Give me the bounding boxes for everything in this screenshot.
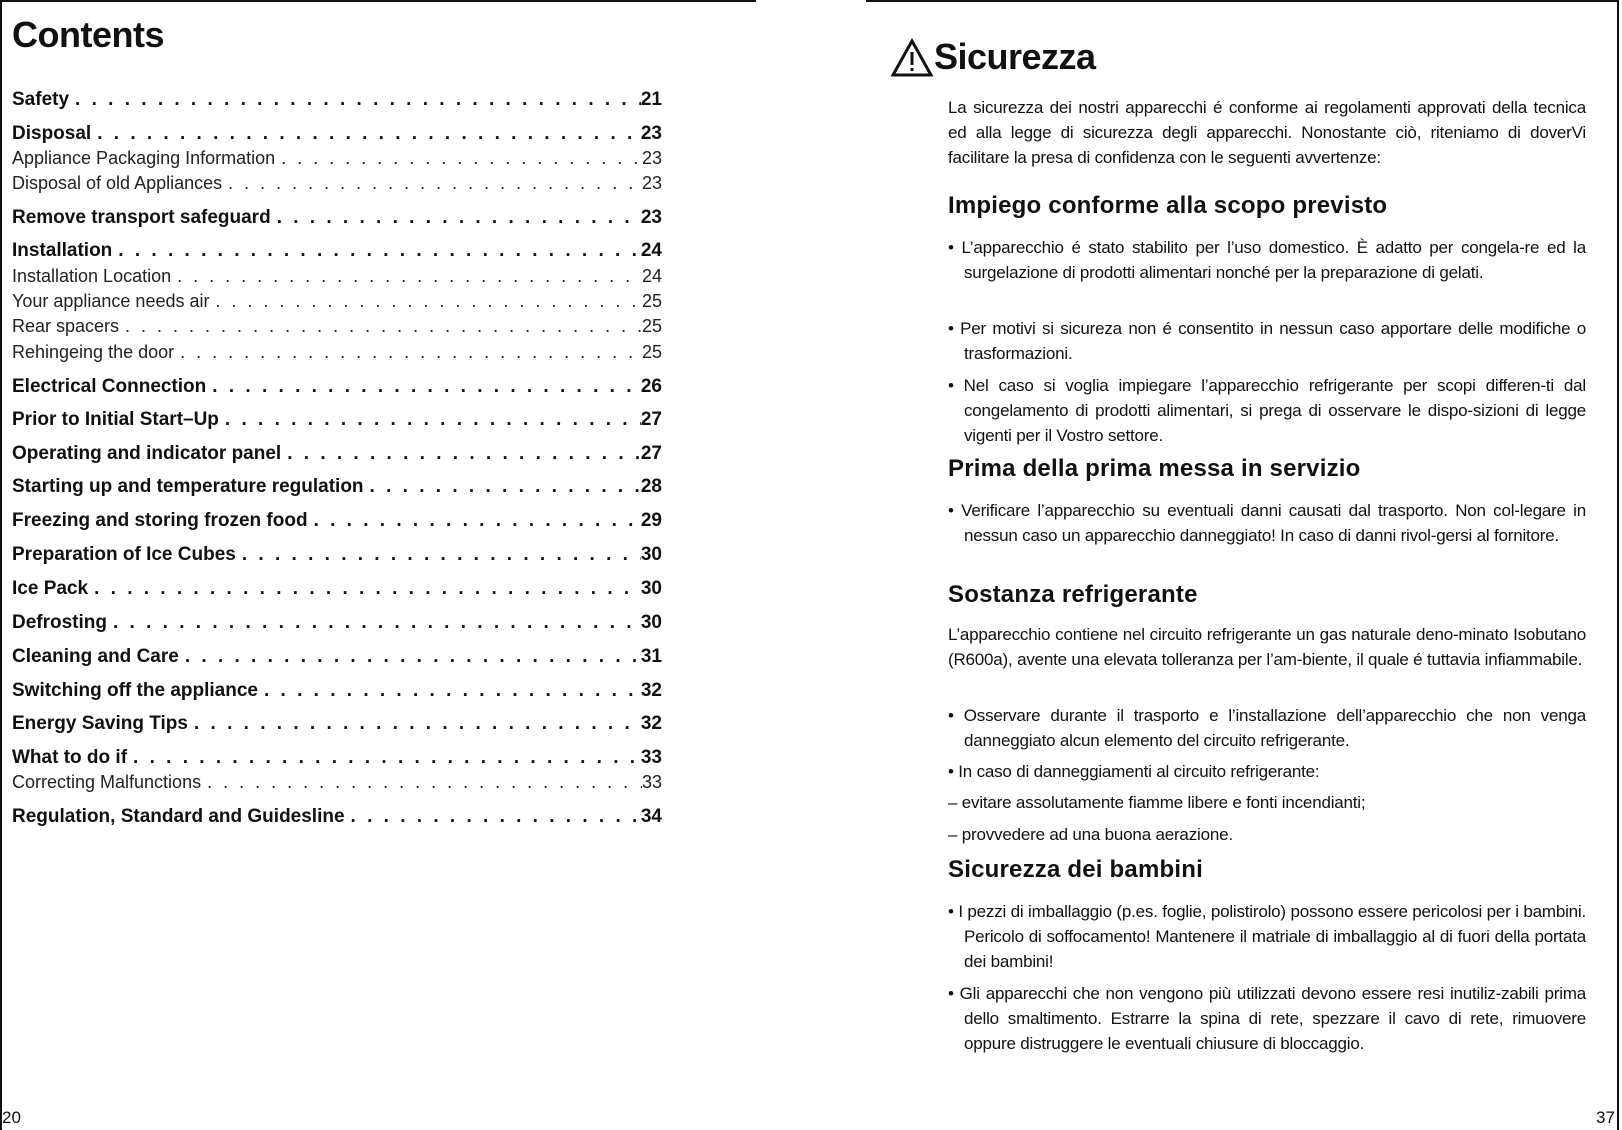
toc-entry[interactable]	[12, 316, 662, 337]
toc-dot-leader	[277, 207, 641, 229]
toc-dot-leader	[370, 476, 641, 498]
toc-entry-label: Disposal	[12, 123, 92, 145]
toc-dot-leader	[228, 173, 642, 194]
toc-entry[interactable]	[12, 747, 662, 769]
left-page-top-border	[0, 0, 756, 2]
toc-entry[interactable]	[12, 291, 662, 312]
toc-entry-page: 27	[640, 408, 662, 430]
toc-entry-page: 24	[640, 240, 662, 262]
toc-entry-label: Your appliance needs air	[12, 290, 210, 311]
toc-entry[interactable]	[12, 148, 662, 169]
dash-avoid-flames: – evitare assolutamente fiamme libere e fonti incendianti;	[948, 793, 1366, 812]
toc-entry-page: 30	[640, 611, 662, 633]
toc-entry-label: What to do if	[12, 746, 128, 768]
toc-dot-leader	[113, 612, 641, 634]
toc-dot-leader	[118, 240, 641, 262]
toc-entry[interactable]	[12, 342, 662, 363]
toc-dot-leader	[133, 747, 641, 769]
toc-entry-label: Regulation, Standard and Guidesline	[12, 805, 345, 827]
toc-entry-page: 24	[641, 266, 662, 287]
toc-entry-label: Electrical Connection	[12, 375, 207, 397]
toc-dot-leader	[215, 291, 641, 312]
toc-entry-label: Switching off the appliance	[12, 679, 258, 701]
toc-entry-label: Freezing and storing frozen food	[12, 510, 308, 532]
toc-dot-leader	[351, 806, 641, 828]
safety-title-text: Sicurezza	[934, 36, 1096, 77]
toc-dot-leader	[287, 443, 641, 465]
toc-entry-page: 23	[641, 173, 662, 194]
safety-title	[890, 36, 1096, 78]
toc-entry-label: Ice Pack	[12, 578, 89, 600]
toc-dot-leader	[225, 409, 641, 431]
toc-dot-leader	[75, 89, 641, 111]
bullet-other-uses: • Nel caso si voglia impiegare l’apparecchio refrigerante per scopi differen-ti dal congelamento di prodotti alimentari, si prega di osservare le dispo-sizioni di legge vigenti per il Vostro settore.	[948, 376, 1586, 445]
toc-entry-page: 34	[640, 805, 662, 827]
toc-entry-label: Correcting Malfunctions	[12, 771, 202, 792]
toc-dot-leader	[314, 510, 641, 532]
toc-entry[interactable]	[12, 409, 662, 431]
heading-before-first-use: Prima della prima messa in servizio	[948, 455, 1361, 482]
toc-entry-page: 29	[640, 510, 662, 532]
bullet-transport-care: • Osservare durante il trasporto e l’installazione dell’apparecchio che non venga danneggiato alcun elemento del circuito refrigerante.	[948, 706, 1586, 750]
toc-dot-leader	[125, 316, 642, 337]
left-page-left-border	[0, 0, 2, 1130]
toc-dot-leader	[242, 544, 641, 566]
toc-entry[interactable]	[12, 646, 662, 668]
toc-entry[interactable]	[12, 772, 662, 793]
toc-entry-page: 21	[640, 89, 662, 111]
toc-dot-leader	[177, 266, 642, 287]
toc-entry-label: Installation	[12, 240, 113, 262]
toc-entry-page: 25	[641, 315, 662, 336]
toc-dot-leader	[94, 578, 641, 600]
toc-entry-label: Installation Location	[12, 266, 172, 287]
toc-entry-page: 25	[641, 290, 662, 311]
toc-entry-label: Rehingeing the door	[12, 341, 175, 362]
toc-dot-leader	[207, 772, 642, 793]
heading-refrigerant: Sostanza refrigerante	[948, 581, 1198, 608]
toc-entry[interactable]	[12, 207, 662, 229]
toc-dot-leader	[180, 342, 642, 363]
toc-entry-page: 27	[640, 442, 662, 464]
toc-dot-leader	[212, 376, 641, 398]
toc-entry[interactable]	[12, 376, 662, 398]
toc-entry-label: Prior to Initial Start–Up	[12, 408, 219, 430]
toc-entry-label: Rear spacers	[12, 315, 120, 336]
bullet-packaging: • I pezzi di imballaggio (p.es. foglie, polistirolo) possono essere pericolosi per i bambini. Pericolo di soffocamento! Mantenere il matriale di imballaggio al di fuori della portata dei bambini!	[948, 902, 1586, 971]
toc-entry[interactable]	[12, 680, 662, 702]
toc-entry-label: Remove transport safeguard	[12, 207, 271, 229]
right-page-right-border	[1617, 0, 1619, 1130]
toc-entry-page: 23	[640, 207, 662, 229]
toc-entry-label: Disposal of old Appliances	[12, 173, 223, 194]
toc-entry-page: 23	[640, 123, 662, 145]
page-number-left: 20	[2, 1108, 21, 1127]
toc-dot-leader	[264, 680, 641, 702]
contents-title: Contents	[12, 14, 164, 55]
toc-entry-label: Preparation of Ice Cubes	[12, 544, 236, 566]
toc-entry[interactable]	[12, 240, 662, 262]
toc-entry-label: Starting up and temperature regulation	[12, 476, 364, 498]
toc-entry-page: 25	[641, 341, 662, 362]
page-number-right: 37	[1596, 1108, 1615, 1127]
right-page-top-border	[866, 0, 1619, 2]
toc-entry-page: 28	[640, 476, 662, 498]
toc-entry[interactable]	[12, 123, 662, 145]
toc-entry-page: 33	[640, 746, 662, 768]
refrigerant-paragraph: L’apparecchio contiene nel circuito refrigerante un gas naturale deno-minato Isobutano (R600a), avente una elevata tolleranza per l’am-biente, il quale é tuttavia infiammabile.	[948, 625, 1586, 669]
toc-entry-label: Energy Saving Tips	[12, 712, 188, 734]
bullet-domestic-use: • L’apparecchio é stato stabilito per l’uso domestico. È adatto per congela-re ed la surgelazione di prodotti alimentari nonché per la preparazione di gelati.	[948, 238, 1586, 282]
toc-entry[interactable]	[12, 89, 662, 111]
toc-dot-leader	[281, 148, 642, 169]
toc-entry[interactable]	[12, 544, 662, 566]
toc-entry-page: 31	[640, 645, 662, 667]
toc-dot-leader	[194, 713, 641, 735]
dash-ventilate: – provvedere ad una buona aerazione.	[948, 825, 1233, 844]
toc-entry-label: Safety	[12, 89, 70, 111]
bullet-disposal: • Gli apparecchi che non vengono più utilizzati devono essere resi inutiliz-zabili prima dello smaltimento. Estrarre la spina di rete, spezzare il cavo di rete, rimuovere oppure distruggere le eventuali chiusure di bloccaggio.	[948, 984, 1586, 1053]
toc-entry[interactable]	[12, 578, 662, 600]
toc-entry[interactable]	[12, 510, 662, 532]
toc-entry-label: Cleaning and Care	[12, 645, 179, 667]
toc-entry[interactable]	[12, 713, 662, 735]
toc-entry[interactable]	[12, 476, 662, 498]
toc-entry[interactable]	[12, 806, 662, 828]
heading-intended-use: Impiego conforme alla scopo previsto	[948, 192, 1388, 219]
bullet-check-damage: • Verificare l’apparecchio su eventuali danni causati dal trasporto. Non col-legare in nessun caso un apparecchio danneggiato! In caso di danni rivol-gersi al fornitore.	[948, 501, 1586, 545]
toc-dot-leader	[185, 646, 641, 668]
toc-entry-page: 26	[640, 375, 662, 397]
toc-entry-label: Appliance Packaging Information	[12, 148, 276, 169]
toc-entry[interactable]	[12, 612, 662, 634]
toc-entry[interactable]	[12, 443, 662, 465]
bullet-circuit-damage: • In caso di danneggiamenti al circuito refrigerante:	[948, 762, 1320, 781]
toc-entry-label: Operating and indicator panel	[12, 442, 282, 464]
toc-entry-page: 23	[641, 148, 662, 169]
bullet-no-modifications: • Per motivi si sicureza non é consentito in nessun caso apportare delle modifiche o trasformazioni.	[948, 319, 1586, 363]
toc-entry-page: 33	[641, 771, 662, 792]
toc-entry-page: 32	[640, 679, 662, 701]
toc-entry[interactable]	[12, 173, 662, 194]
toc-dot-leader	[97, 123, 641, 145]
toc-entry[interactable]	[12, 266, 662, 287]
intro-paragraph: La sicurezza dei nostri apparecchi é conforme ai regolamenti approvati della tecnica ed alla legge di sicurezza degli apparecchi. Nonostante ciò, riteniamo di doverVi facilitare la presa di confidenza con le seguenti avvertenze:	[948, 98, 1586, 167]
toc-entry-page: 30	[640, 544, 662, 566]
toc-entry-page: 32	[640, 712, 662, 734]
toc-entry-label: Defrosting	[12, 611, 107, 633]
warning-triangle-icon	[890, 38, 934, 78]
heading-child-safety: Sicurezza dei bambini	[948, 856, 1203, 883]
toc-entry-page: 30	[640, 578, 662, 600]
